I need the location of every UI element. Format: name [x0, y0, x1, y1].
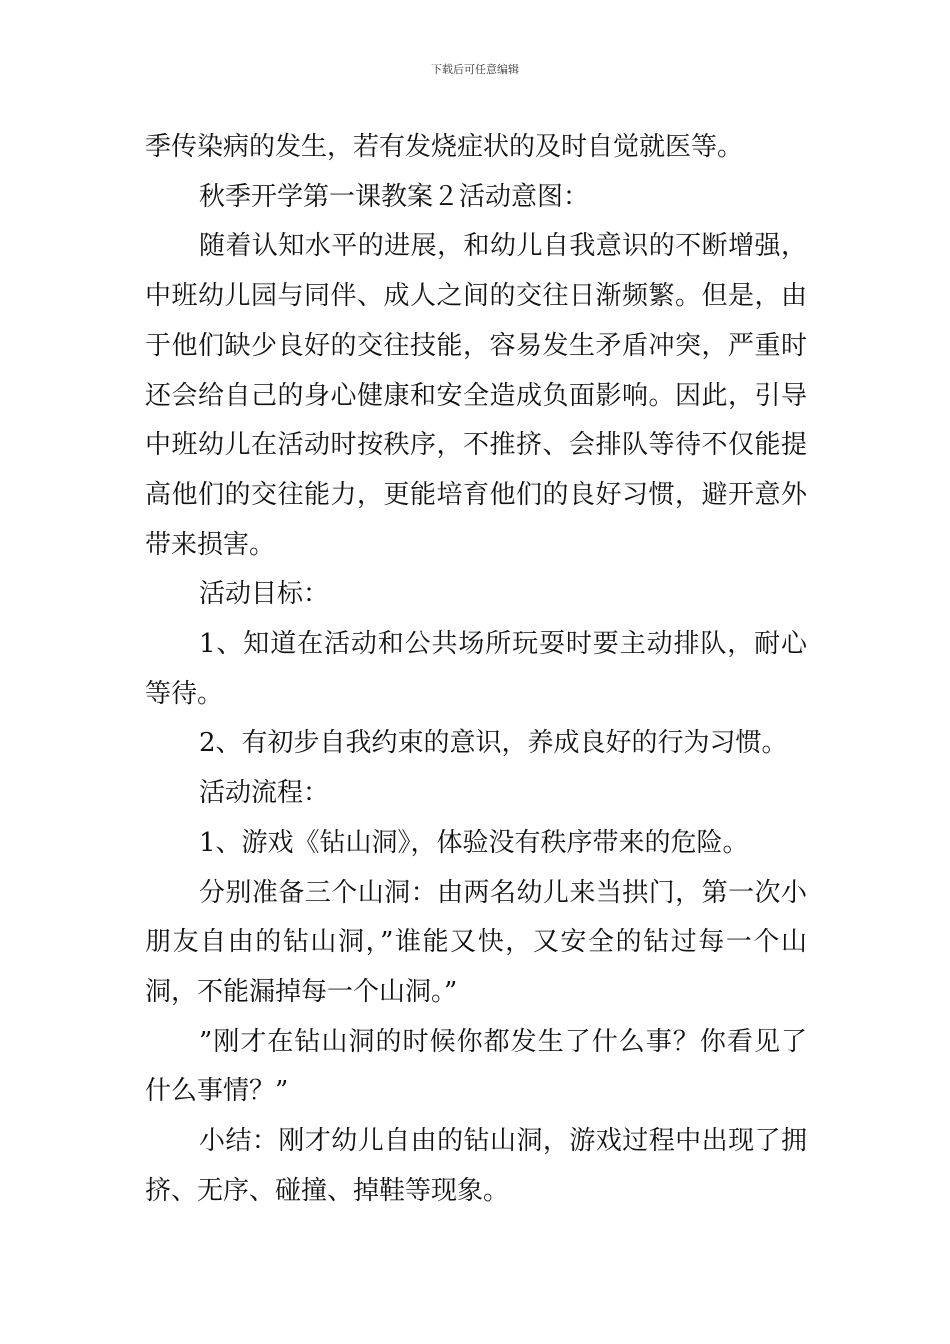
paragraph-intent-body: 随着认知水平的进展，和幼儿自我意识的不断增强，中班幼儿园与同伴、成人之间的交往日渐频繁。但是，由于他们缺少良好的交往技能，容易发生矛盾冲突，严重时还会给自己的身心健康和安全造成负面影响。因此，引导中班幼儿在活动时按秩序，不推挤、会排队等待不仅能提高他们的交往能力，更能培育他们的良好习惯，避开意外带来损害。 — [145, 231, 807, 560]
paragraph-continuation: 季传染病的发生，若有发烧症状的及时自觉就医等。 — [145, 132, 744, 162]
paragraph-question: ”刚才在钻山洞的时候你都发生了什么事？你看见了什么事情？” — [145, 1026, 807, 1107]
paragraph-summary: 小结：刚才幼儿自由的钻山洞，游戏过程中出现了拥挤、无序、碰撞、掉鞋等现象。 — [145, 1126, 807, 1206]
paragraph-goals-heading: 活动目标： — [199, 579, 330, 610]
paragraph-process-heading: 活动流程： — [199, 778, 330, 809]
paragraph-cave-setup: 分别准备三个山洞：由两名幼儿来当拱门，第一次小朋友自由的钻山洞，”谁能又快，又安全的钻过每一个山洞，不能漏掉每一个山洞。” — [145, 877, 807, 1007]
page-header-note: 下载后可任意编辑 — [431, 63, 519, 76]
paragraph-process-step-1: 1、游戏《钻山洞》，体验没有秩序带来的危险。 — [199, 827, 749, 858]
paragraph-goal-2: 2、有初步自我约束的意识，养成良好的行为习惯。 — [199, 728, 788, 759]
paragraph-goal-1: 1、知道在活动和公共场所玩耍时要主动排队，耐心等待。 — [145, 629, 807, 709]
paragraph-lesson-intent-heading: 秋季开学第一课教案２活动意图： — [199, 181, 590, 212]
document-body — [145, 123, 807, 1216]
